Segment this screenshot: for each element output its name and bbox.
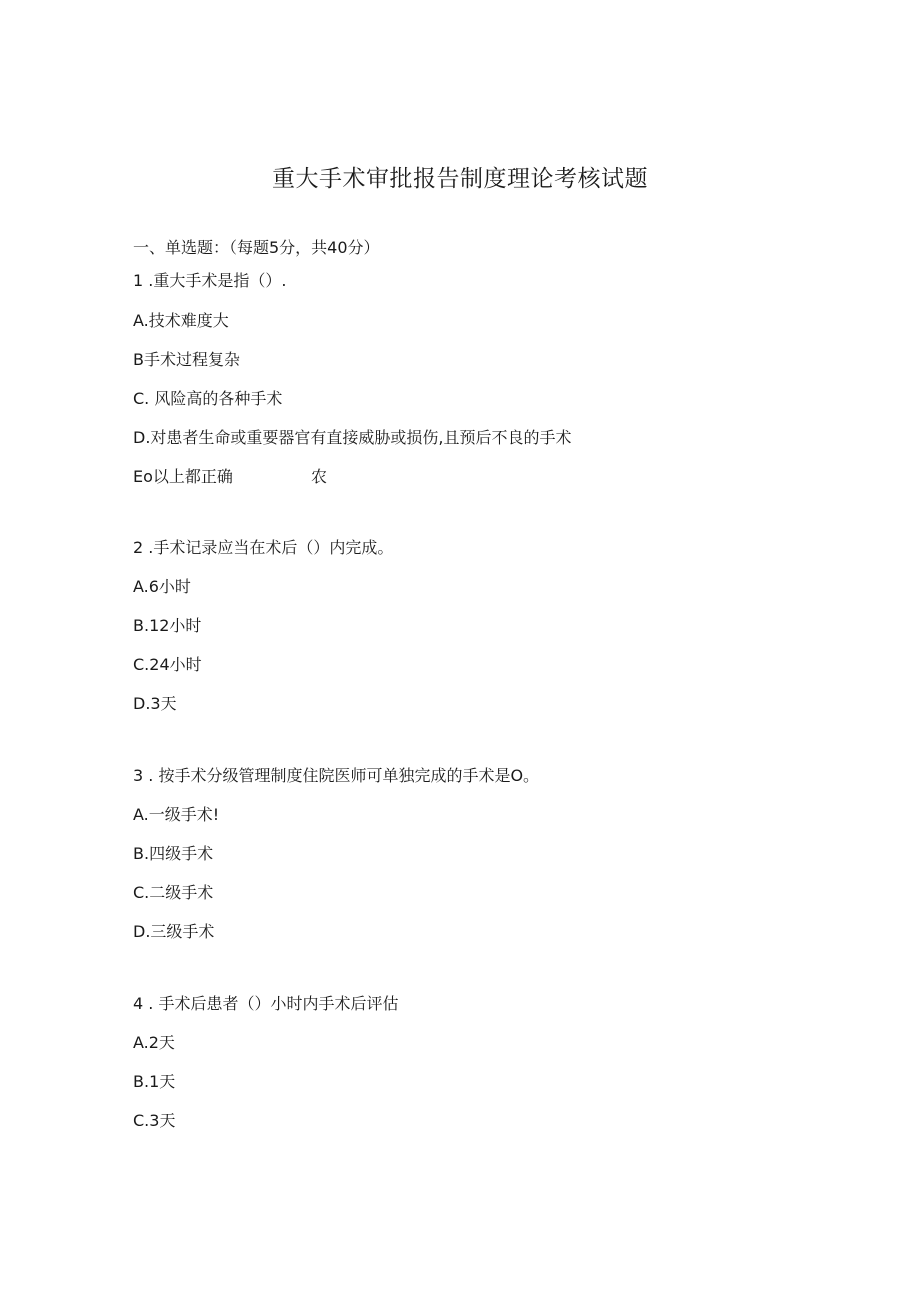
question-1-option-e-row [133, 467, 433, 487]
question-1-stem: 1 .重大手术是指（）. [133, 271, 287, 290]
question-2-option-c: C.24小时 [133, 655, 202, 674]
question-1-option-d: D.对患者生命或重要器官有直接威胁或损伤,且预后不良的手术 [133, 428, 572, 447]
question-1-option-e: Eo以上都正确 [133, 467, 233, 486]
question-2-option-d: D.3天 [133, 694, 177, 713]
question-2-stem: 2 .手术记录应当在术后（）内完成。 [133, 538, 394, 557]
question-4-option-b: B.1天 [133, 1072, 176, 1091]
question-3-option-d: D.三级手术 [133, 922, 215, 941]
page-title: 重大手术审批报告制度理论考核试题 [272, 166, 648, 192]
question-3-stem: 3 . 按手术分级管理制度住院医师可单独完成的手术是O。 [133, 766, 540, 785]
question-4-stem: 4 . 手术后患者（）小时内手术后评估 [133, 994, 399, 1013]
question-2-option-a: A.6小时 [133, 577, 191, 596]
question-4-option-a: A.2天 [133, 1033, 175, 1052]
question-3-option-b: B.四级手术 [133, 844, 214, 863]
question-3-option-a: A.一级手术! [133, 805, 220, 824]
question-1-option-c: C. 风险高的各种手术 [133, 389, 283, 408]
question-3-option-c: C.二级手术 [133, 883, 214, 902]
question-1-stray-mark: 农 [311, 467, 328, 486]
question-1-option-a: A.技术难度大 [133, 311, 229, 330]
section-heading: 一、单选题：（每题5分，共40分） [133, 238, 380, 257]
question-2-option-b: B.12小时 [133, 616, 202, 635]
question-1-option-b: B手术过程复杂 [133, 350, 240, 369]
question-4-option-c: C.3天 [133, 1111, 176, 1130]
